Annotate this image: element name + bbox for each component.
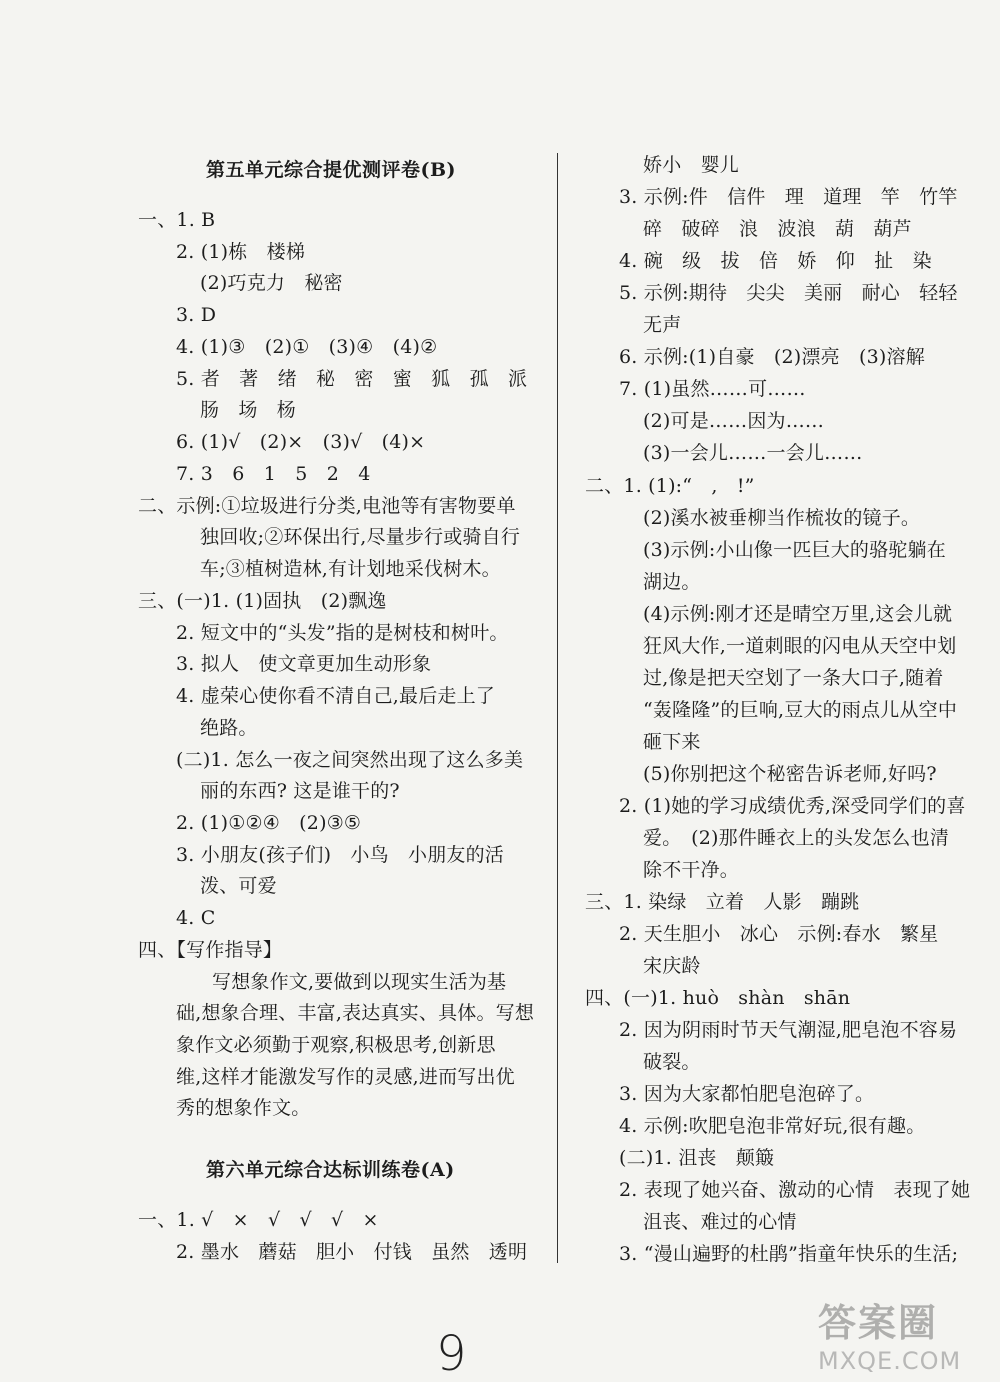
- answer-line: (二)1. 怎么一夜之间突然出现了这么多美: [176, 749, 524, 771]
- answer-line: 础,想象合理、丰富,表达真实、具体。写想: [176, 1002, 535, 1024]
- answer-line: 3. 小朋友(孩子们) 小鸟 小朋友的活: [176, 844, 504, 866]
- answer-line: 4. 虚荣心使你看不清自己,最后走上了: [176, 685, 496, 707]
- watermark-url: MXQE.COM: [818, 1347, 962, 1375]
- answer-line: 过,像是把天空划了一条大口子,随着: [643, 667, 944, 689]
- answer-line: 泼、可爱: [200, 875, 277, 897]
- answer-line: (3)示例:小山像一匹巨大的骆驼躺在: [643, 539, 946, 561]
- column-divider: [557, 153, 558, 1263]
- answer-line: 沮丧、难过的心情: [643, 1211, 797, 1233]
- answer-line: 4. C: [176, 907, 216, 929]
- answer-line: 砸下来: [643, 731, 701, 753]
- answer-line: 4. 示例:吹肥皂泡非常好玩,很有趣。: [619, 1115, 926, 1137]
- section-title-unit6: 第六单元综合达标训练卷(A): [206, 1159, 455, 1181]
- answer-line: 3. 示例:件 信件 理 道理 竿 竹竿: [619, 186, 958, 208]
- answer-line: (5)你别把这个秘密告诉老师,好吗?: [643, 763, 937, 785]
- answer-line: 4. (1)③ (2)① (3)④ (4)②: [176, 336, 438, 358]
- answer-line: 写想象作文,要做到以现实生活为基: [212, 971, 507, 993]
- answer-line: (2)溪水被垂柳当作梳妆的镜子。: [643, 507, 921, 529]
- answer-line: 爱。 (2)那件睡衣上的头发怎么也清: [643, 827, 950, 849]
- answer-line: (4)示例:刚才还是晴空万里,这会儿就: [643, 603, 953, 625]
- answer-line: 一、1. B: [138, 209, 216, 231]
- answer-line: 2. 短文中的“头发”指的是树枝和树叶。: [176, 622, 509, 644]
- answer-line: 独回收;②环保出行,尽量步行或骑自行: [200, 526, 521, 548]
- answer-line: 丽的东西? 这是谁干的?: [200, 780, 400, 802]
- answer-line: (二)1. 沮丧 颠簸: [619, 1147, 775, 1169]
- answer-line: 三、(一)1. (1)固执 (2)飘逸: [138, 590, 387, 612]
- answer-line: 绝路。: [200, 717, 258, 739]
- answer-line: 破裂。: [643, 1051, 701, 1073]
- answer-line: 6. (1)√ (2)× (3)√ (4)×: [176, 431, 426, 453]
- answer-line: 碎 破碎 浪 波浪 葫 葫芦: [643, 218, 912, 240]
- watermark-logo: [818, 1292, 996, 1375]
- answer-line: 2. 墨水 蘑菇 胆小 付钱 虽然 透明: [176, 1241, 528, 1263]
- answer-line: 2. 天生胆小 冰心 示例:春水 繁星: [619, 923, 939, 945]
- answer-line: 2. (1)①②④ (2)③⑤: [176, 812, 362, 834]
- answer-line: 二、示例:①垃圾进行分类,电池等有害物要单: [138, 495, 516, 517]
- answer-line: (2)巧克力 秘密: [200, 272, 343, 294]
- answer-line: 2. (1)她的学习成绩优秀,深受同学们的喜: [619, 795, 966, 817]
- answer-line: 三、1. 染绿 立着 人影 蹦跳: [585, 891, 860, 913]
- answer-line: 除不干净。: [643, 859, 740, 881]
- answer-line: 2. (1)栋 楼梯: [176, 241, 306, 263]
- answer-line: 7. 3 6 1 5 2 4: [176, 463, 371, 485]
- answer-line: 肠 场 杨: [200, 399, 297, 421]
- answer-line: 5. 示例:期待 尖尖 美丽 耐心 轻轻: [619, 282, 958, 304]
- answer-line: (3)一会儿……一会儿……: [643, 442, 863, 464]
- answer-line: 5. 者 著 绪 秘 密 蜜 狐 孤 派: [176, 368, 528, 390]
- answer-line: 3. D: [176, 304, 217, 326]
- answer-line: 2. 因为阴雨时节天气潮湿,肥皂泡不容易: [619, 1019, 958, 1041]
- answer-line: 3. 因为大家都怕肥皂泡碎了。: [619, 1083, 875, 1105]
- answer-line: 无声: [643, 314, 682, 336]
- answer-line: 狂风大作,一道刺眼的闪电从天空中划: [643, 635, 957, 657]
- answer-line: 象作文必须勤于观察,积极思考,创新思: [176, 1034, 496, 1056]
- answer-line: 娇小 婴儿: [643, 154, 740, 176]
- answer-line: 2. 表现了她兴奋、激动的心情 表现了她: [619, 1179, 971, 1201]
- watermark-text: 答案圈: [818, 1301, 939, 1345]
- answer-line: 4. 碗 级 拔 倍 娇 仰 扯 染: [619, 250, 932, 272]
- answer-line: 四、【写作指导】: [138, 939, 283, 961]
- section-title-unit5: 第五单元综合提优测评卷(B): [206, 159, 457, 181]
- answer-line: 宋庆龄: [643, 955, 701, 977]
- answer-line: 3. 拟人 使文章更加生动形象: [176, 653, 432, 675]
- page-number: 9: [436, 1326, 467, 1382]
- answer-line: 6. 示例:(1)自豪 (2)漂亮 (3)溶解: [619, 346, 925, 368]
- answer-line: 3. “漫山遍野的杜鹃”指童年快乐的生活;: [619, 1243, 959, 1265]
- answer-line: 二、1. (1):“ , !”: [585, 475, 755, 497]
- answer-line: (2)可是……因为……: [643, 410, 825, 432]
- answer-line: 一、1. √ × √ √ √ ×: [138, 1209, 379, 1231]
- answer-line: “轰隆隆”的巨响,豆大的雨点儿从空中: [643, 699, 958, 721]
- answer-line: 车;③植树造林,有计划地采伐树木。: [200, 558, 501, 580]
- answer-line: 四、(一)1. huò shàn shān: [585, 987, 851, 1009]
- answer-line: 湖边。: [643, 571, 701, 593]
- answer-line: 秀的想象作文。: [176, 1097, 311, 1119]
- answer-line: 维,这样才能激发写作的灵感,进而写出优: [176, 1066, 515, 1088]
- answer-line: 7. (1)虽然……可……: [619, 378, 806, 400]
